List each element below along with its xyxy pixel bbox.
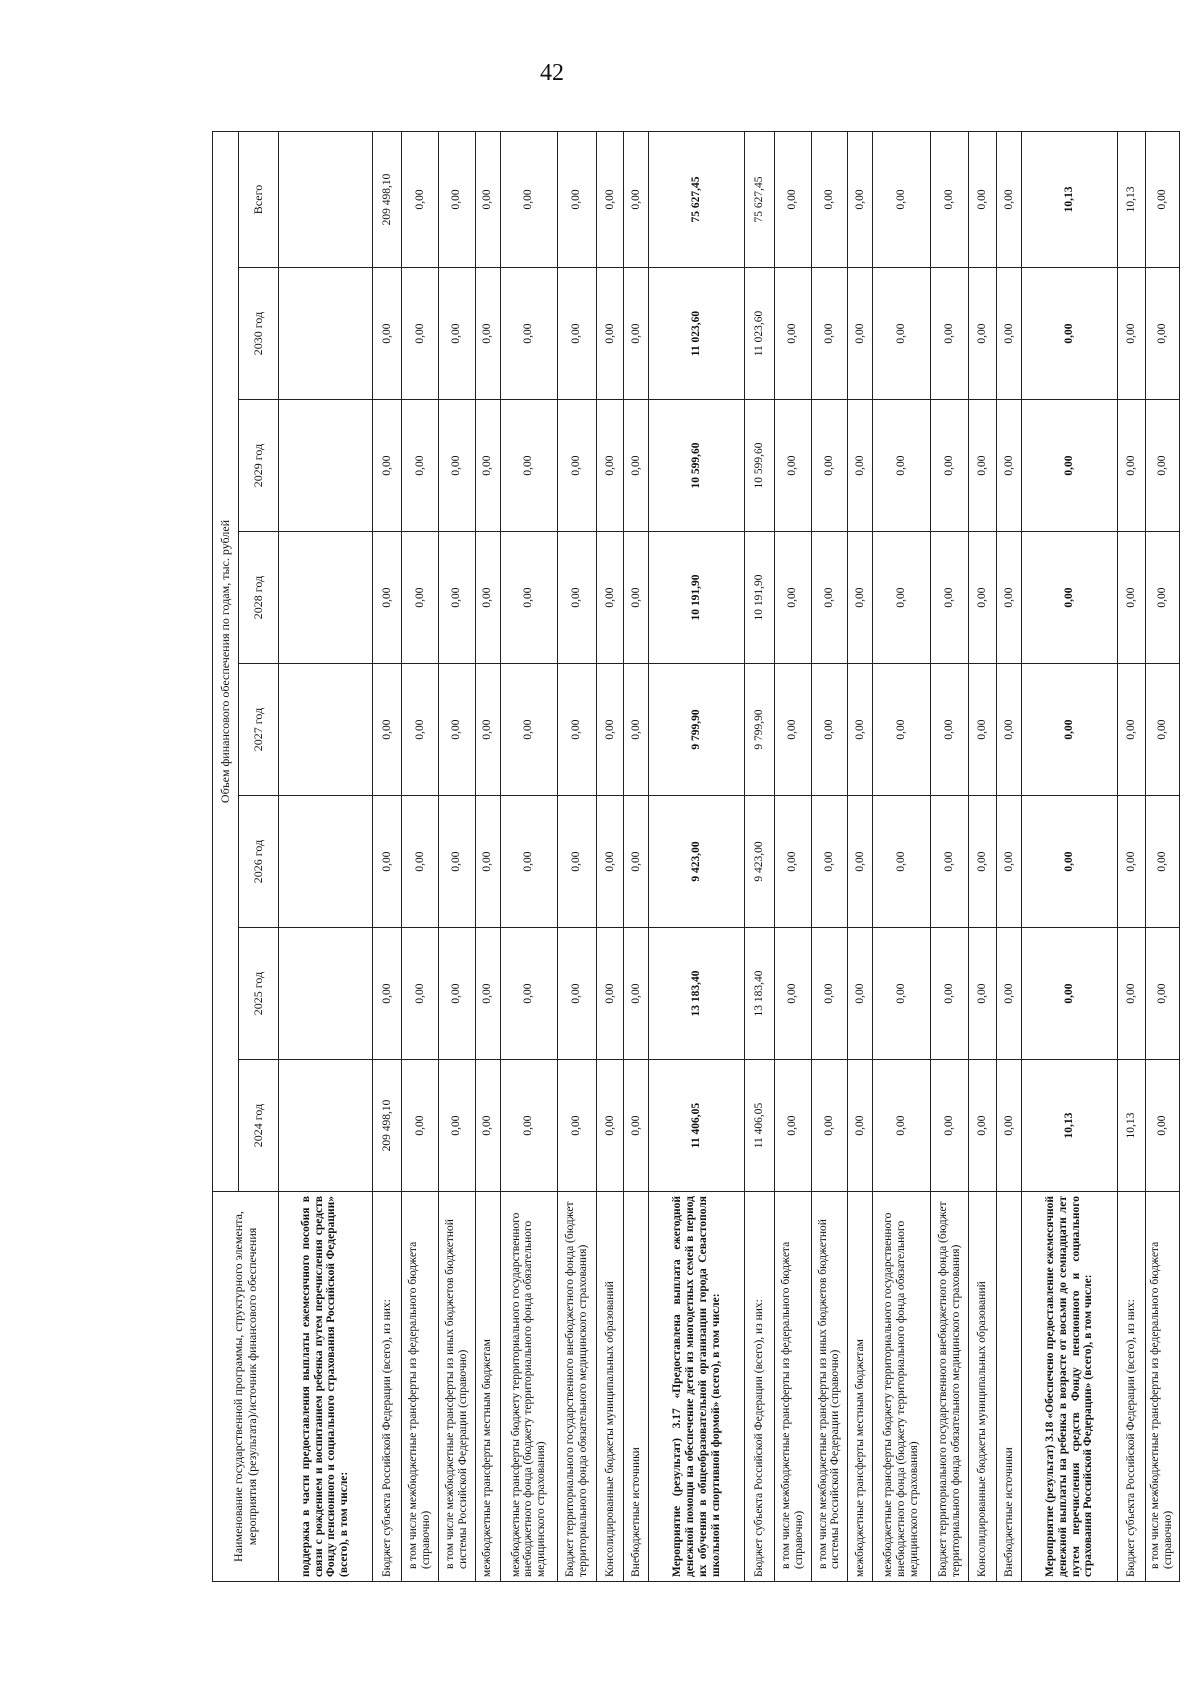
cell-value [279, 664, 373, 796]
table-row [279, 131, 373, 1581]
row-label: межбюджетные трансферты местным бюджетам [848, 1192, 873, 1582]
cell-value: 0,00 [372, 928, 402, 1060]
header-year: 2024 год [239, 1060, 279, 1192]
cell-value: 0,00 [557, 928, 596, 1060]
cell-value: 0,00 [775, 400, 812, 532]
cell-value: 0,00 [811, 1060, 848, 1192]
cell-value: 0,00 [624, 532, 649, 664]
cell-value: 0,00 [1118, 796, 1145, 928]
cell-value: 0,00 [1118, 532, 1145, 664]
row-label: межбюджетные трансферты бюджету территориального государственного внебюджетного фонда (бюджету территориального фонда обязательного медицинского страхования) [500, 1192, 557, 1582]
cell-value: 0,00 [439, 532, 476, 664]
cell-value: 9 423,00 [745, 796, 775, 928]
cell-value: 0,00 [1118, 400, 1145, 532]
cell-value: 0,00 [775, 268, 812, 400]
cell-value: 10 191,90 [649, 532, 745, 664]
header-total: Всего [239, 131, 279, 267]
cell-value: 0,00 [1118, 268, 1145, 400]
cell-value: 10,13 [1118, 1060, 1145, 1192]
cell-value: 0,00 [596, 532, 623, 664]
cell-value: 13 183,40 [745, 928, 775, 1060]
cell-value: 0,00 [930, 796, 969, 928]
cell-value: 0,00 [439, 1060, 476, 1192]
header-year: 2029 год [239, 400, 279, 532]
cell-value: 0,00 [439, 664, 476, 796]
cell-value: 0,00 [1022, 664, 1118, 796]
cell-value: 0,00 [969, 1060, 996, 1192]
cell-value: 0,00 [372, 400, 402, 532]
cell-value: 10 191,90 [745, 532, 775, 664]
cell-value: 0,00 [500, 1060, 557, 1192]
cell-value: 0,00 [873, 1060, 930, 1192]
cell-total: 0,00 [996, 131, 1021, 267]
row-label: в том числе межбюджетные трансферты из иных бюджетов бюджетной системы Российской Федерации (справочно) [811, 1192, 848, 1582]
cell-value: 0,00 [930, 928, 969, 1060]
rotated-table-container [212, 132, 1180, 1582]
cell-value: 0,00 [811, 664, 848, 796]
cell-value: 0,00 [811, 400, 848, 532]
cell-total: 0,00 [475, 131, 500, 267]
cell-value: 0,00 [624, 928, 649, 1060]
cell-value: 0,00 [873, 268, 930, 400]
cell-value: 0,00 [775, 796, 812, 928]
table-row [930, 131, 969, 1581]
cell-total: 0,00 [873, 131, 930, 267]
cell-value: 0,00 [596, 400, 623, 532]
cell-value [279, 400, 373, 532]
cell-value: 0,00 [624, 664, 649, 796]
cell-value: 0,00 [811, 796, 848, 928]
cell-value: 0,00 [402, 532, 439, 664]
row-label: Бюджет территориального государственного внебюджетного фонда (бюджет территориального фонда обязательного медицинского страхования) [557, 1192, 596, 1582]
cell-value: 0,00 [624, 268, 649, 400]
header-group: Объем финансового обеспечения по годам, тыс. рублей [213, 131, 239, 1191]
cell-value: 0,00 [557, 400, 596, 532]
cell-value: 9 799,90 [745, 664, 775, 796]
cell-value: 0,00 [500, 664, 557, 796]
cell-total: 0,00 [848, 131, 873, 267]
cell-value: 0,00 [969, 532, 996, 664]
cell-value: 0,00 [500, 268, 557, 400]
cell-value: 0,00 [439, 928, 476, 1060]
row-label: Консолидированные бюджеты муниципальных образований [596, 1192, 623, 1582]
cell-value: 0,00 [596, 664, 623, 796]
cell-value: 11 406,05 [649, 1060, 745, 1192]
cell-value: 10 599,60 [649, 400, 745, 532]
cell-value: 0,00 [372, 796, 402, 928]
table-row [624, 131, 649, 1581]
cell-value: 0,00 [996, 928, 1021, 1060]
cell-value: 11 023,60 [745, 268, 775, 400]
cell-value: 0,00 [930, 400, 969, 532]
cell-value: 0,00 [557, 796, 596, 928]
table-row [596, 131, 623, 1581]
header-year: 2026 год [239, 796, 279, 928]
cell-value: 0,00 [596, 268, 623, 400]
cell-value: 0,00 [1022, 796, 1118, 928]
cell-value: 0,00 [439, 268, 476, 400]
cell-value: 0,00 [873, 796, 930, 928]
cell-value: 0,00 [969, 664, 996, 796]
cell-value: 0,00 [969, 928, 996, 1060]
cell-value: 0,00 [624, 1060, 649, 1192]
row-label: Бюджет субъекта Российской Федерации (всего), из них: [372, 1192, 402, 1582]
cell-value: 0,00 [848, 1060, 873, 1192]
cell-value: 0,00 [848, 400, 873, 532]
table-row [1022, 131, 1118, 1581]
cell-total: 75 627,45 [649, 131, 745, 267]
cell-value: 0,00 [596, 1060, 623, 1192]
cell-value: 0,00 [848, 268, 873, 400]
cell-total: 0,00 [624, 131, 649, 267]
cell-value: 0,00 [811, 268, 848, 400]
cell-value: 0,00 [557, 532, 596, 664]
cell-value: 0,00 [1145, 400, 1180, 532]
table-row [475, 131, 500, 1581]
cell-value: 0,00 [1145, 928, 1180, 1060]
cell-value: 0,00 [969, 400, 996, 532]
cell-value: 0,00 [811, 532, 848, 664]
cell-value: 0,00 [873, 400, 930, 532]
cell-value: 0,00 [402, 664, 439, 796]
table-row [811, 131, 848, 1581]
row-label: Мероприятие (результат) 3.17 «Предоставлена выплата ежегодной денежной помощи на обеспечение детей из многодетных семей в период их обучения в общеобразовательной организации города Севастополя школьной и спортивной формой» (всего), в том числе: [649, 1192, 745, 1582]
row-label: в том числе межбюджетные трансферты из федерального бюджета (справочно) [775, 1192, 812, 1582]
cell-total: 0,00 [775, 131, 812, 267]
cell-value: 0,00 [1118, 928, 1145, 1060]
cell-total: 10,13 [1022, 131, 1118, 267]
cell-value: 0,00 [475, 796, 500, 928]
row-label: Бюджет территориального государственного внебюджетного фонда (бюджет территориального фонда обязательного медицинского страхования) [930, 1192, 969, 1582]
row-label: Внебюджетные источники [624, 1192, 649, 1582]
cell-value: 0,00 [873, 664, 930, 796]
row-label: в том числе межбюджетные трансферты из федерального бюджета (справочно) [402, 1192, 439, 1582]
row-label: межбюджетные трансферты местным бюджетам [475, 1192, 500, 1582]
row-label: в том числе межбюджетные трансферты из федерального бюджета (справочно) [1145, 1192, 1180, 1582]
table-row [996, 131, 1021, 1581]
cell-total [279, 131, 373, 267]
cell-value: 0,00 [873, 928, 930, 1060]
cell-value: 0,00 [1022, 400, 1118, 532]
cell-value [279, 268, 373, 400]
cell-value: 11 406,05 [745, 1060, 775, 1192]
cell-value: 0,00 [402, 268, 439, 400]
cell-value: 0,00 [996, 664, 1021, 796]
cell-value: 0,00 [402, 928, 439, 1060]
cell-value: 0,00 [848, 532, 873, 664]
cell-value: 0,00 [500, 928, 557, 1060]
cell-value: 10 599,60 [745, 400, 775, 532]
cell-total: 0,00 [402, 131, 439, 267]
header-year: 2025 год [239, 928, 279, 1060]
cell-value: 0,00 [475, 664, 500, 796]
cell-value [279, 532, 373, 664]
cell-value: 0,00 [775, 664, 812, 796]
cell-value: 0,00 [996, 400, 1021, 532]
table-row [848, 131, 873, 1581]
cell-value: 0,00 [500, 400, 557, 532]
cell-value: 0,00 [1145, 268, 1180, 400]
cell-total: 75 627,45 [745, 131, 775, 267]
cell-value: 0,00 [1145, 796, 1180, 928]
cell-value: 0,00 [1145, 1060, 1180, 1192]
cell-value: 11 023,60 [649, 268, 745, 400]
cell-value: 0,00 [475, 532, 500, 664]
cell-value: 0,00 [775, 1060, 812, 1192]
cell-total: 0,00 [596, 131, 623, 267]
cell-value: 9 799,90 [649, 664, 745, 796]
cell-value: 0,00 [1022, 928, 1118, 1060]
cell-value: 9 423,00 [649, 796, 745, 928]
cell-value: 0,00 [402, 400, 439, 532]
cell-value: 0,00 [930, 268, 969, 400]
cell-value: 0,00 [475, 268, 500, 400]
cell-total: 0,00 [811, 131, 848, 267]
row-label: Внебюджетные источники [996, 1192, 1021, 1582]
cell-value: 0,00 [969, 796, 996, 928]
cell-value: 0,00 [475, 400, 500, 532]
cell-value: 0,00 [596, 928, 623, 1060]
cell-value: 0,00 [500, 796, 557, 928]
table-row [500, 131, 557, 1581]
cell-value: 0,00 [439, 796, 476, 928]
header-name-column: Наименование государственной программы, структурного элемента, мероприятия (результата)/источник финансового обеспечения [213, 1192, 279, 1582]
cell-total: 0,00 [439, 131, 476, 267]
table-row [372, 131, 402, 1581]
cell-value: 0,00 [848, 664, 873, 796]
table-row [439, 131, 476, 1581]
cell-value: 13 183,40 [649, 928, 745, 1060]
table-row [557, 131, 596, 1581]
cell-value: 0,00 [1145, 532, 1180, 664]
cell-total: 0,00 [557, 131, 596, 267]
cell-value: 0,00 [1022, 532, 1118, 664]
cell-value: 0,00 [775, 928, 812, 1060]
cell-value: 0,00 [996, 532, 1021, 664]
page-number: 42 [540, 60, 564, 86]
cell-value: 0,00 [402, 1060, 439, 1192]
cell-value: 0,00 [624, 400, 649, 532]
cell-total: 0,00 [969, 131, 996, 267]
table-row [1118, 131, 1145, 1581]
cell-value: 0,00 [402, 796, 439, 928]
cell-value: 0,00 [475, 1060, 500, 1192]
cell-value: 0,00 [557, 268, 596, 400]
cell-value: 0,00 [930, 532, 969, 664]
cell-value: 0,00 [372, 268, 402, 400]
cell-total: 10,13 [1118, 131, 1145, 267]
header-year: 2027 год [239, 664, 279, 796]
row-label: поддержка в части предоставления выплаты ежемесячного пособия в связи с рождением и воспитанием ребенка путем перечисления средств Фонду пенсионного и социального страхования Российской Федерации» (всего), в том числе: [279, 1192, 373, 1582]
cell-value: 0,00 [996, 268, 1021, 400]
cell-value: 0,00 [873, 532, 930, 664]
cell-value: 0,00 [996, 796, 1021, 928]
table-row [649, 131, 745, 1581]
cell-value: 0,00 [475, 928, 500, 1060]
cell-value: 0,00 [775, 532, 812, 664]
cell-value: 0,00 [996, 1060, 1021, 1192]
cell-value: 0,00 [372, 664, 402, 796]
cell-value: 0,00 [372, 532, 402, 664]
row-label: Консолидированные бюджеты муниципальных образований [969, 1192, 996, 1582]
cell-value: 0,00 [596, 796, 623, 928]
table-row [1145, 131, 1180, 1581]
cell-value [279, 1060, 373, 1192]
cell-value: 0,00 [1145, 664, 1180, 796]
table-row [775, 131, 812, 1581]
table-row [402, 131, 439, 1581]
cell-value: 0,00 [1118, 664, 1145, 796]
cell-value: 0,00 [811, 928, 848, 1060]
row-label: в том числе межбюджетные трансферты из иных бюджетов бюджетной системы Российской Федерации (справочно) [439, 1192, 476, 1582]
cell-value [279, 796, 373, 928]
cell-total: 0,00 [1145, 131, 1180, 267]
cell-value: 0,00 [969, 268, 996, 400]
cell-value: 10,13 [1022, 1060, 1118, 1192]
cell-value: 0,00 [848, 928, 873, 1060]
row-label: Бюджет субъекта Российской Федерации (всего), из них: [1118, 1192, 1145, 1582]
row-label: Бюджет субъекта Российской Федерации (всего), из них: [745, 1192, 775, 1582]
cell-value: 0,00 [557, 1060, 596, 1192]
table-row [873, 131, 930, 1581]
table-row [745, 131, 775, 1581]
cell-value: 0,00 [557, 664, 596, 796]
cell-total: 209 498,10 [372, 131, 402, 267]
table-row [969, 131, 996, 1581]
cell-value: 0,00 [848, 796, 873, 928]
cell-value: 0,00 [439, 400, 476, 532]
cell-value: 0,00 [624, 796, 649, 928]
cell-value: 0,00 [930, 664, 969, 796]
row-label: Мероприятие (результат) 3.18 «Обеспечено предоставление ежемесячной денежной выплаты на ребенка в возрасте от восьми до семнадцати лет путем перечисления средств Фонду пенсионного и социального страхования Российской Федерации» (всего), в том числе: [1022, 1192, 1118, 1582]
header-year: 2030 год [239, 268, 279, 400]
cell-total: 0,00 [500, 131, 557, 267]
header-year: 2028 год [239, 532, 279, 664]
cell-value: 0,00 [1022, 268, 1118, 400]
financing-table [212, 131, 1180, 1582]
row-label: межбюджетные трансферты бюджету территориального государственного внебюджетного фонда (бюджету территориального фонда обязательного медицинского страхования) [873, 1192, 930, 1582]
cell-value: 0,00 [930, 1060, 969, 1192]
cell-value: 0,00 [500, 532, 557, 664]
cell-value: 209 498,10 [372, 1060, 402, 1192]
cell-total: 0,00 [930, 131, 969, 267]
cell-value [279, 928, 373, 1060]
